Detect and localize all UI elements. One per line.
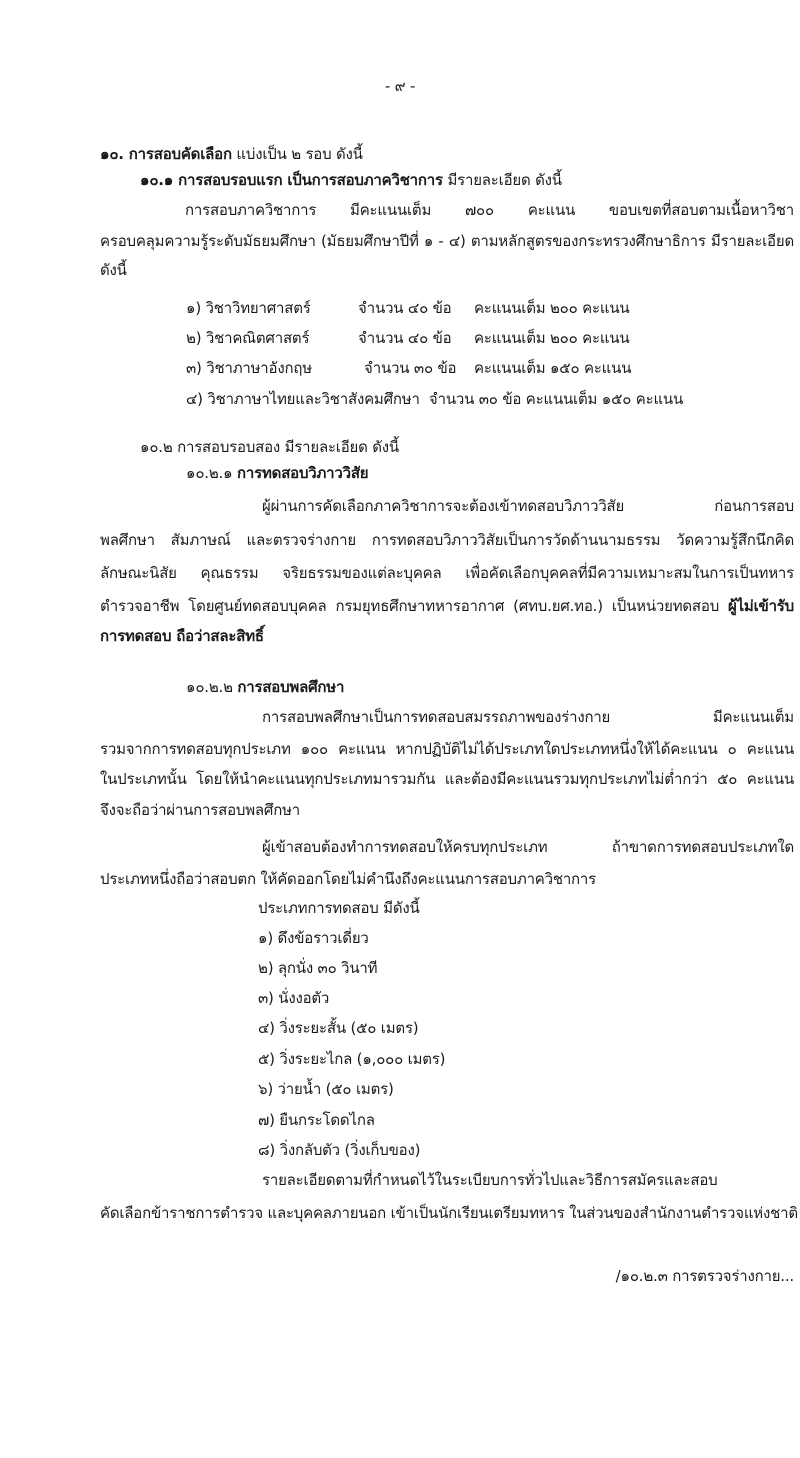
subject-name: ๓) วิชาภาษาอังกฤษ (186, 359, 312, 377)
section-10-1-paragraph-line-1: การสอบภาควิชาการ มีคะแนนเต็ม ๗๐๐ คะแนน ขอบเขตที่สอบตามเนื้อหาวิชา (185, 201, 794, 219)
test-type-item: ๓) นั่งงอตัว (258, 989, 330, 1007)
subject-count: จำนวน ๔๐ ข้อ (358, 329, 452, 347)
section-10-subtitle: แบ่งเป็น ๒ รอบ ดังนี้ (231, 145, 363, 163)
section-10-2-1-paragraph-line-2: พลศึกษา สัมภาษณ์ และตรวจร่างกาย การทดสอบวิภาววิสัยเป็นการวัดด้านนามธรรม วัดความรู้สึกนึกคิด (100, 531, 794, 549)
section-10-2-2-number: ๑๐.๒.๒ (186, 678, 238, 696)
section-10-2-1-heading (186, 463, 368, 483)
section-10-2-1-paragraph-line-3: ลักษณะนิสัย คุณธรรม จริยธรรมของแต่ละบุคคล เพื่อคัดเลือกบุคคลที่มีความเหมาะสมในการเป็นทหาร (100, 564, 794, 582)
section-10-2-1-paragraph-line-5: การทดสอบ ถือว่าสละสิทธิ์ (100, 627, 264, 645)
test-type-item: ๔) วิ่งระยะสั้น (๕๐ เมตร) (258, 1019, 419, 1037)
section-10-2-2-paragraph-1-line-3: ในประเภทนั้น โดยให้นำคะแนนทุกประเภทมารวมกัน และต้องมีคะแนนรวมทุกประเภทไม่ต่ำกว่า ๕๐ คะแนน (100, 770, 794, 788)
section-10-2-1-paragraph-line-1: ผู้ผ่านการคัดเลือกภาควิชาการจะต้องเข้าทดสอบวิภาววิสัย ก่อนการสอบ (262, 497, 794, 515)
test-type-item: ๘) วิ่งกลับตัว (วิ่งเก็บของ) (258, 1141, 421, 1159)
section-10-2-1-line-4-text: ตำรวจอาชีพ โดยศูนย์ทดสอบบุคคล กรมยุทธศึกษาทหารอากาศ (ศทบ.ยศ.ทอ.) เป็นหน่วยทดสอบ (100, 597, 728, 615)
subject-score: คะแนนเต็ม ๑๕๐ คะแนน (474, 359, 632, 377)
section-10-2-title: ๑๐.๒ การสอบรอบสอง (140, 438, 281, 456)
section-10-title: ๑๐. การสอบคัดเลือก (100, 145, 232, 163)
subject-name: ๒) วิชาคณิตศาสตร์ (186, 329, 310, 347)
subject-name: ๑) วิชาวิทยาศาสตร์ (186, 299, 311, 317)
section-10-2-2-paragraph-2-line-2: ประเภทหนึ่งถือว่าสอบตก ให้คัดออกโดยไม่คำนึงถึงคะแนนการสอบภาควิชาการ (100, 870, 597, 888)
subject-item (186, 298, 629, 318)
section-10-2-heading (140, 437, 399, 457)
section-10-1-subtitle: มีรายละเอียด ดังนี้ (442, 171, 562, 189)
section-10-2-1-paragraph-line-4 (100, 596, 794, 616)
test-type-item: ๒) ลุกนั่ง ๓๐ วินาที (258, 959, 378, 977)
section-10-heading (100, 144, 363, 164)
continuation-marker: /๑๐.๒.๓ การตรวจร่างกาย... (615, 1267, 794, 1285)
subject-count: จำนวน ๓๐ ข้อ (428, 390, 522, 408)
section-10-2-1-title: การทดสอบวิภาววิสัย (237, 464, 369, 482)
subject-count: จำนวน ๔๐ ข้อ (358, 299, 452, 317)
section-10-2-2-heading (186, 677, 344, 697)
section-10-2-2-paragraph-2-line-1: ผู้เข้าสอบต้องทำการทดสอบให้ครบทุกประเภท ถ้าขาดการทดสอบประเภทใด (262, 838, 794, 856)
subject-item (186, 389, 683, 409)
test-type-item: ๗) ยืนกระโดดไกล (258, 1111, 375, 1129)
page-number: - ๙ - (384, 77, 416, 95)
section-10-2-1-number: ๑๐.๒.๑ (186, 464, 237, 482)
section-10-1-paragraph-line-3: ดังนี้ (100, 261, 127, 279)
test-type-item: ๕) วิ่งระยะไกล (๑,๐๐๐ เมตร) (258, 1050, 446, 1068)
section-10-2-1-line-4-emphasis: ผู้ไม่เข้ารับ (727, 597, 794, 615)
subject-item (186, 358, 631, 378)
section-10-2-2-paragraph-1-line-2: รวมจากการทดสอบทุกประเภท ๑๐๐ คะแนน หากปฏิบัติไม่ได้ประเภทใดประเภทหนึ่งให้ได้คะแนน ๐ คะแนน (100, 740, 794, 758)
test-type-item: ๑) ดึงข้อราวเดี่ยว (258, 929, 369, 947)
section-10-2-2-paragraph-1-line-4: จึงจะถือว่าผ่านการสอบพลศึกษา (100, 801, 301, 819)
subject-count: จำนวน ๓๐ ข้อ (364, 359, 457, 377)
test-types-heading: ประเภทการทดสอบ มีดังนี้ (258, 899, 420, 917)
section-10-1-title: ๑๐.๑ การสอบรอบแรก เป็นการสอบภาควิชาการ (140, 171, 443, 189)
subject-score: คะแนนเต็ม ๒๐๐ คะแนน (474, 329, 630, 347)
section-10-2-2-paragraph-3-line-1: รายละเอียดตามที่กำหนดไว้ในระเบียบการทั่วไปและวิธีการสมัครและสอบ (262, 1171, 718, 1189)
subject-score: คะแนนเต็ม ๑๕๐ คะแนน (525, 390, 684, 408)
section-10-2-2-title: การสอบพลศึกษา (237, 678, 345, 696)
subject-name: ๔) วิชาภาษาไทยและวิชาสังคมศึกษา (186, 390, 420, 408)
subject-score: คะแนนเต็ม ๒๐๐ คะแนน (474, 299, 630, 317)
section-10-1-paragraph-line-2: ครอบคลุมความรู้ระดับมัธยมศึกษา (มัธยมศึกษาปีที่ ๑ - ๔) ตามหลักสูตรของกระทรวงศึกษาธิการ มีรายละเอียด (100, 232, 794, 250)
section-10-2-2-paragraph-1-line-1: การสอบพลศึกษาเป็นการทดสอบสมรรถภาพของร่างกาย มีคะแนนเต็ม (262, 708, 794, 726)
section-10-1-heading (140, 170, 562, 190)
section-10-2-subtitle: มีรายละเอียด ดังนี้ (280, 438, 399, 456)
test-type-item: ๖) ว่ายน้ำ (๕๐ เมตร) (258, 1080, 394, 1098)
subject-item (186, 328, 629, 348)
section-10-2-2-paragraph-3-line-2: คัดเลือกข้าราชการตำรวจ และบุคคลภายนอก เข้าเป็นนักเรียนเตรียมทหาร ในส่วนของสำนักงานตำรวจแห่งชาติ (100, 1204, 798, 1222)
